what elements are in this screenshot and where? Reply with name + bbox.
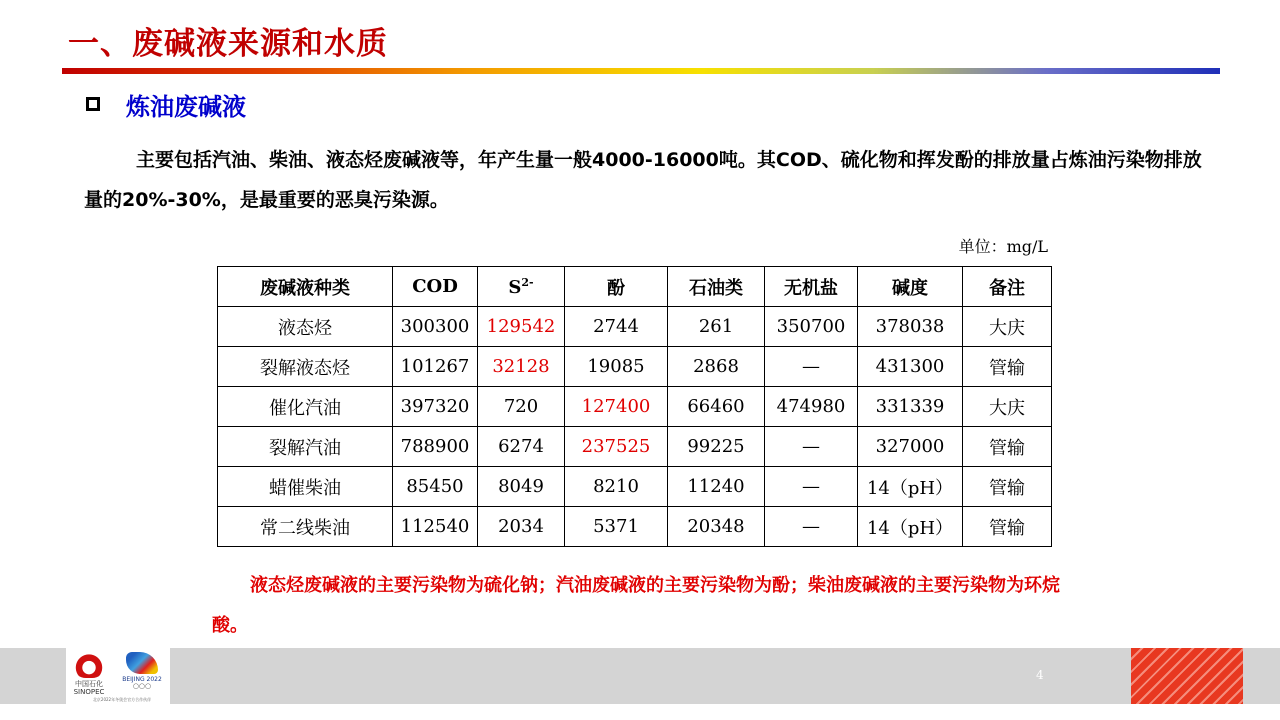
table-cell: 101267	[393, 347, 478, 387]
section-heading-text: 炼油废碱液	[126, 92, 246, 121]
table-cell: 331339	[858, 387, 963, 427]
table-cell: —	[765, 427, 858, 467]
table-cell: 720	[478, 387, 565, 427]
table-cell: 431300	[858, 347, 963, 387]
table-cell: 112540	[393, 507, 478, 547]
table-cell: —	[765, 467, 858, 507]
table-cell: 催化汽油	[218, 387, 393, 427]
table-cell: 2868	[668, 347, 765, 387]
table-cell-highlight: 127400	[565, 387, 668, 427]
table-cell: 300300	[393, 307, 478, 347]
table-cell: 788900	[393, 427, 478, 467]
conclusion-note: 液态烃废碱液的主要污染物为硫化钠；汽油废碱液的主要污染物为酚；柴油废碱液的主要污染物为环烷酸。	[212, 575, 1060, 636]
beijing-logo-text: BEIJING 2022	[122, 676, 162, 683]
table-row	[218, 467, 1052, 507]
header-cod: COD	[393, 267, 478, 307]
table-cell: 6274	[478, 427, 565, 467]
header-inorganic-salt: 无机盐	[765, 267, 858, 307]
table-cell: 20348	[668, 507, 765, 547]
intro-paragraph: 主要包括汽油、柴油、液态烃废碱液等，年产生量一般4000-16000吨。其COD、硫化物和挥发酚的排放量占炼油污染物排放量的20%-30%，是最重要的恶臭污染源。	[84, 149, 1202, 211]
table-cell: 474980	[765, 387, 858, 427]
table-cell: 管输	[963, 507, 1052, 547]
table-cell: 大庆	[963, 387, 1052, 427]
table-cell: 2744	[565, 307, 668, 347]
table-cell: —	[765, 507, 858, 547]
table-row	[218, 307, 1052, 347]
beijing-2022-logo	[118, 652, 166, 698]
sinopec-emblem-icon	[74, 652, 104, 678]
table-cell: 14（pH）	[858, 467, 963, 507]
table-cell: 蜡催柴油	[218, 467, 393, 507]
beijing-emblem-icon	[126, 652, 158, 674]
table-cell: 裂解液态烃	[218, 347, 393, 387]
unit-label: 单位：mg/L	[958, 237, 1048, 256]
sinopec-logo	[70, 652, 108, 698]
table-cell: 液态烃	[218, 307, 393, 347]
table-cell: 14（pH）	[858, 507, 963, 547]
table-row	[218, 507, 1052, 547]
table-cell: 裂解汽油	[218, 427, 393, 467]
title-gradient-bar	[62, 68, 1220, 74]
table-header-row	[218, 267, 1052, 307]
table-cell: 11240	[668, 467, 765, 507]
section-heading	[86, 86, 246, 122]
square-bullet-icon	[86, 97, 100, 111]
header-type: 废碱液种类	[218, 267, 393, 307]
table-cell: 2034	[478, 507, 565, 547]
table-cell-highlight: 32128	[478, 347, 565, 387]
table-cell: 350700	[765, 307, 858, 347]
table-cell: 327000	[858, 427, 963, 467]
table-cell: 397320	[393, 387, 478, 427]
table-cell-highlight: 129542	[478, 307, 565, 347]
sinopec-en-text: SINOPEC	[73, 688, 105, 696]
table-cell: 19085	[565, 347, 668, 387]
footer-bar	[0, 648, 1280, 704]
table-cell: —	[765, 347, 858, 387]
page-number: 4	[1036, 668, 1044, 682]
table-cell: 8210	[565, 467, 668, 507]
header-remark: 备注	[963, 267, 1052, 307]
sponsor-caption: 北京2022年冬奥会官方合作伙伴	[92, 697, 152, 702]
table-cell: 管输	[963, 347, 1052, 387]
table-cell: 5371	[565, 507, 668, 547]
table-cell: 管输	[963, 427, 1052, 467]
table-cell: 管输	[963, 467, 1052, 507]
wastewater-quality-table	[217, 266, 1052, 547]
table-cell: 8049	[478, 467, 565, 507]
table-cell-highlight: 237525	[565, 427, 668, 467]
header-alkalinity: 碱度	[858, 267, 963, 307]
slide-title: 一、废碱液来源和水质	[68, 26, 388, 62]
table-row	[218, 347, 1052, 387]
table-cell: 大庆	[963, 307, 1052, 347]
table-cell: 85450	[393, 467, 478, 507]
table-cell: 261	[668, 307, 765, 347]
header-sulfide: $S^{2-}$	[478, 267, 565, 307]
table-cell: 常二线柴油	[218, 507, 393, 547]
header-phenol: 酚	[565, 267, 668, 307]
table-cell: 99225	[668, 427, 765, 467]
header-petroleum: 石油类	[668, 267, 765, 307]
table-row	[218, 427, 1052, 467]
sinopec-cn-text: 中国石化	[74, 680, 103, 688]
footer-red-pattern-block	[1131, 648, 1243, 704]
table-cell: 66460	[668, 387, 765, 427]
table-row	[218, 387, 1052, 427]
table-cell: 378038	[858, 307, 963, 347]
olympic-rings-icon: ○○○	[132, 682, 152, 690]
